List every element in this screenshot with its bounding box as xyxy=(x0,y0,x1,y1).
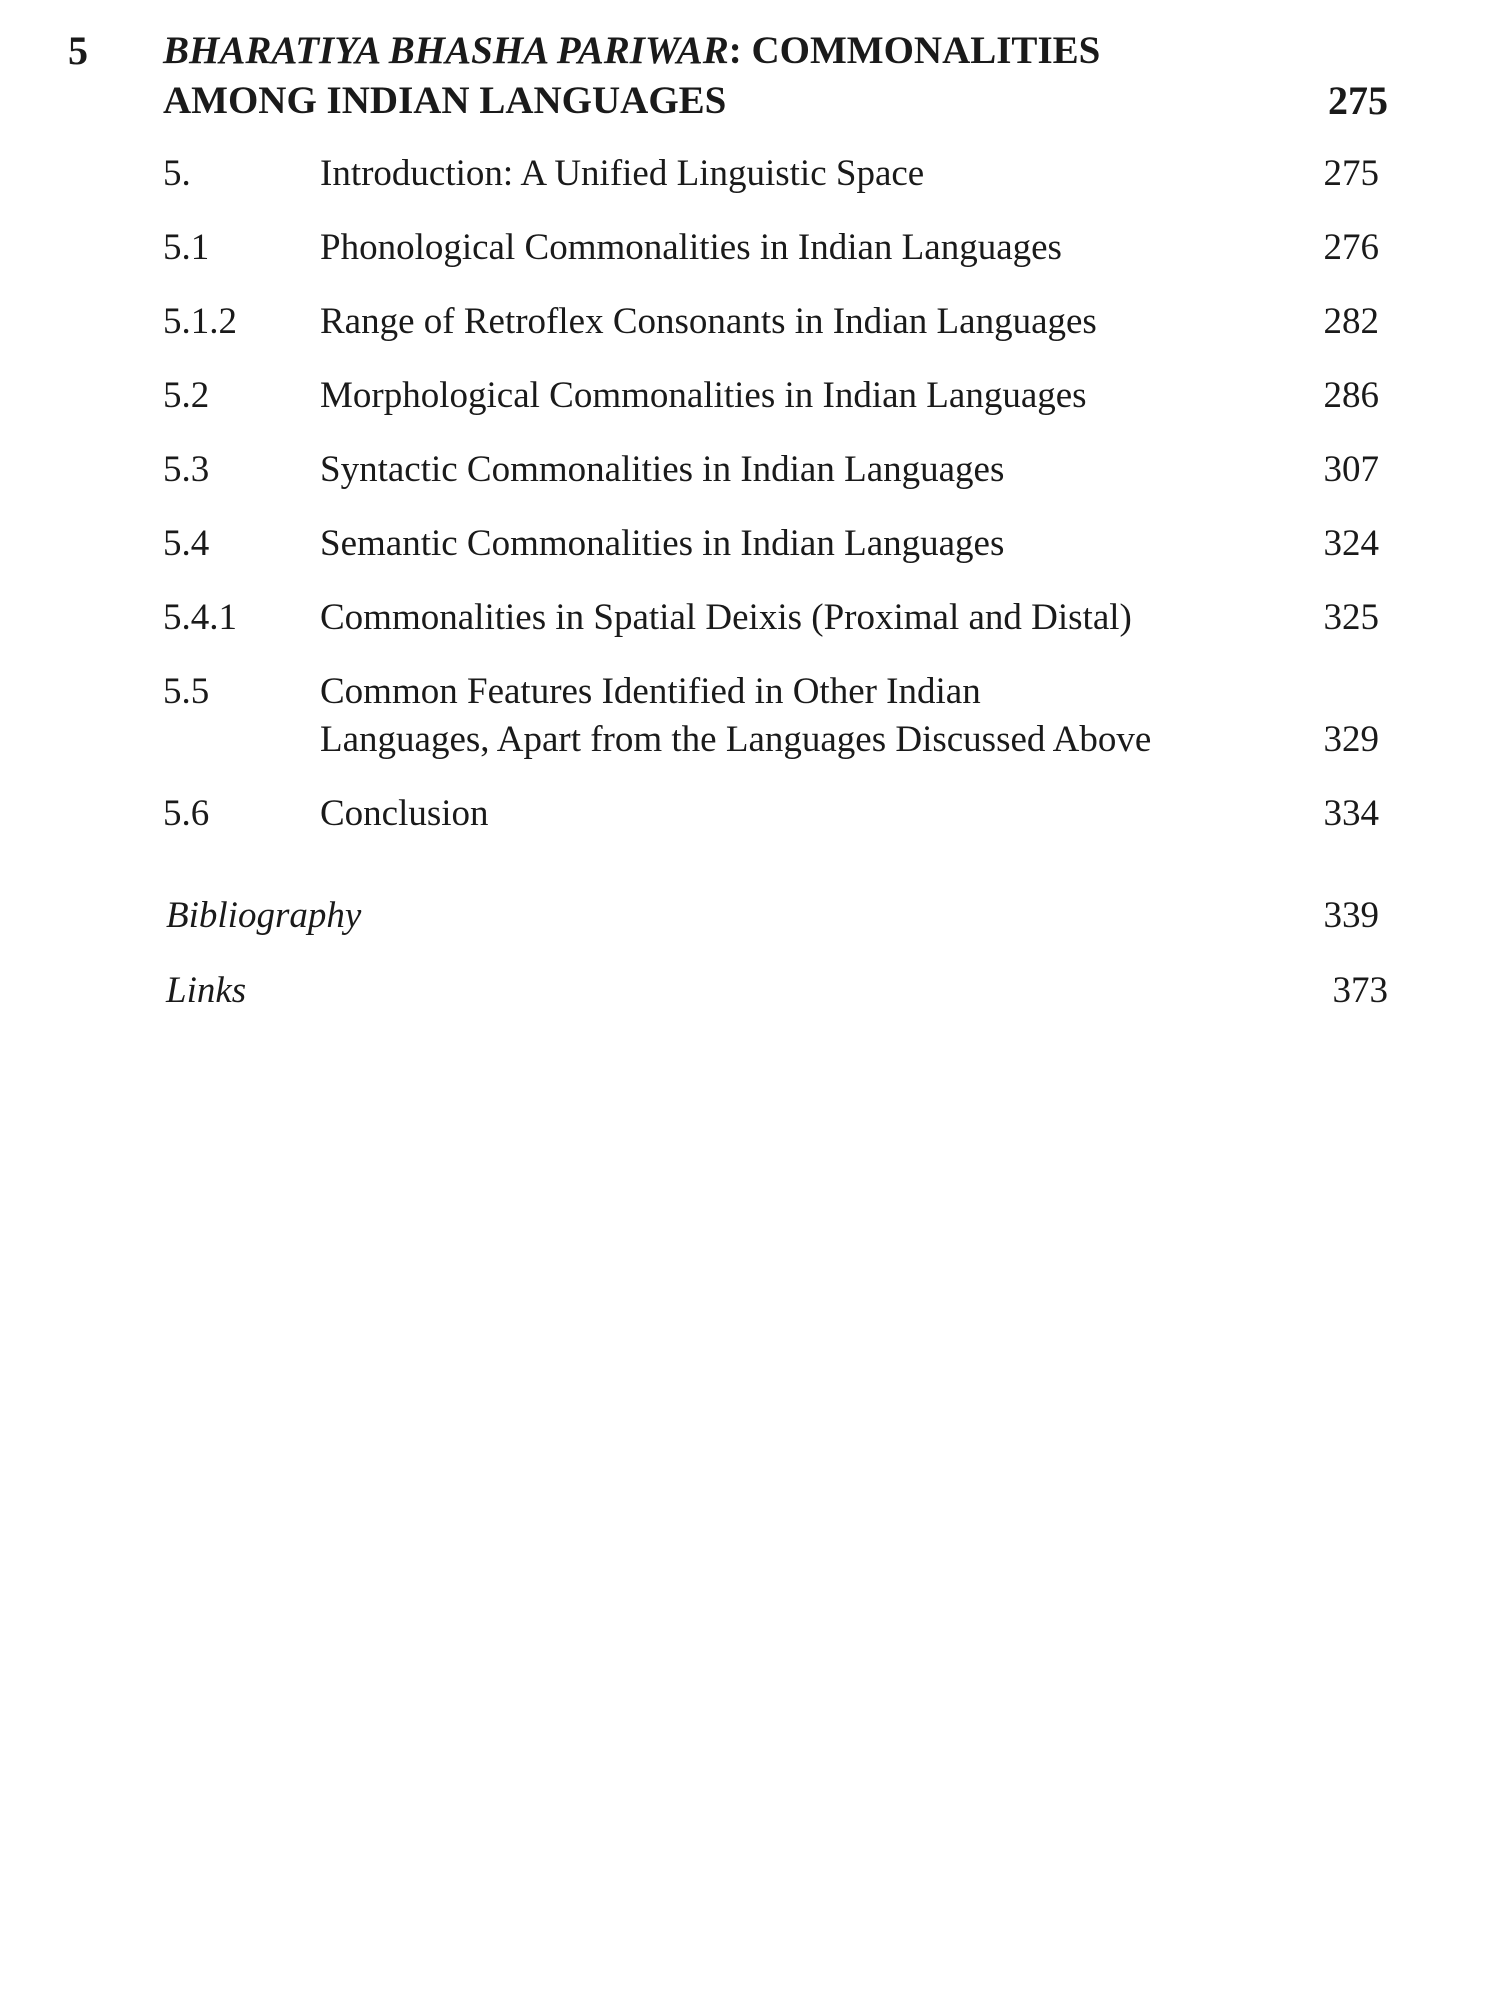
links-page: 373 xyxy=(1332,970,1388,1011)
chapter-title-rest: : COMMONALITIES xyxy=(728,29,1101,72)
section-page: 325 xyxy=(1323,597,1379,638)
section-number: 5.4 xyxy=(163,523,210,564)
section-number: 5.1.2 xyxy=(163,301,237,342)
section-number: 5. xyxy=(163,153,191,194)
section-number: 5.6 xyxy=(163,793,210,834)
section-number: 5.2 xyxy=(163,375,210,416)
section-title xyxy=(320,668,1260,764)
section-title: Conclusion xyxy=(320,793,489,834)
section-title: Syntactic Commonalities in Indian Languages xyxy=(320,449,1005,490)
chapter-page-number: 275 xyxy=(1328,78,1388,123)
section-title: Phonological Commonalities in Indian Languages xyxy=(320,227,1062,268)
section-title: Morphological Commonalities in Indian Languages xyxy=(320,375,1087,416)
section-number: 5.1 xyxy=(163,227,210,268)
bibliography-label: Bibliography xyxy=(166,895,362,936)
section-page: 307 xyxy=(1323,449,1379,490)
section-title: Commonalities in Spatial Deixis (Proximal and Distal) xyxy=(320,597,1132,638)
section-title-line2: Languages, Apart from the Languages Discussed Above xyxy=(320,719,1152,760)
section-title-line1: Common Features Identified in Other Indian xyxy=(320,671,981,712)
section-title: Range of Retroflex Consonants in Indian Languages xyxy=(320,301,1097,342)
section-page: 334 xyxy=(1323,793,1379,834)
bibliography-page: 339 xyxy=(1323,895,1379,936)
section-page: 324 xyxy=(1323,523,1379,564)
section-page: 275 xyxy=(1323,153,1379,194)
section-number: 5.5 xyxy=(163,671,210,712)
chapter-title xyxy=(163,26,1313,126)
chapter-title-italic: BHARATIYA BHASHA PARIWAR xyxy=(163,29,729,72)
links-label: Links xyxy=(166,970,247,1011)
section-page: 286 xyxy=(1323,375,1379,416)
section-number: 5.4.1 xyxy=(163,597,237,638)
section-page: 276 xyxy=(1323,227,1379,268)
section-page: 282 xyxy=(1323,301,1379,342)
chapter-number: 5 xyxy=(68,28,88,73)
section-title: Introduction: A Unified Linguistic Space xyxy=(320,153,925,194)
chapter-title-line2: AMONG INDIAN LANGUAGES xyxy=(163,79,727,122)
section-number: 5.3 xyxy=(163,449,210,490)
section-page: 329 xyxy=(1323,719,1379,760)
section-title: Semantic Commonalities in Indian Languages xyxy=(320,523,1005,564)
